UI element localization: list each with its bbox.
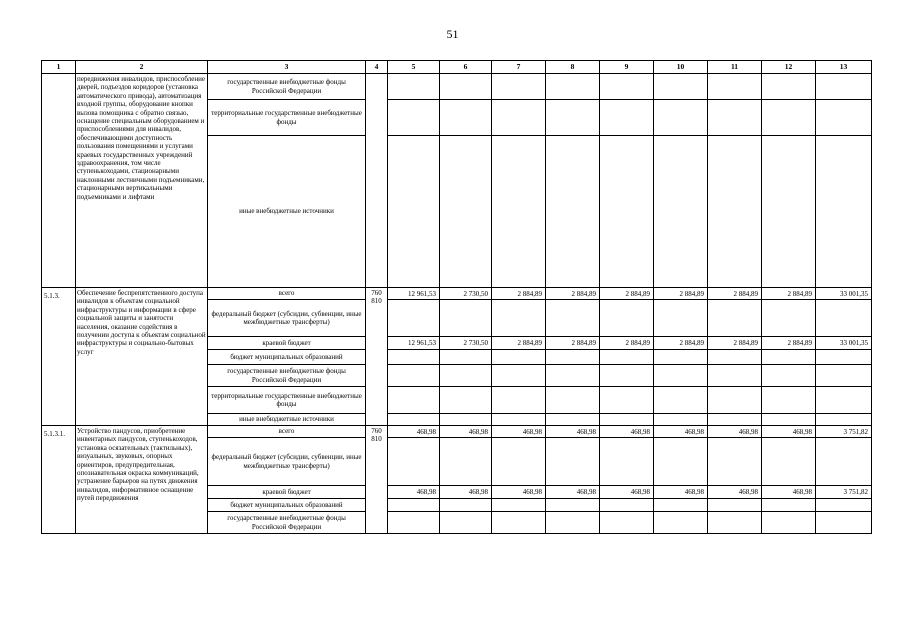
value-cell	[492, 414, 546, 426]
value-cell	[492, 136, 546, 288]
value-cell	[708, 74, 762, 100]
value-cell: 2 884,89	[762, 337, 816, 350]
budget-code	[366, 74, 388, 288]
table-row	[42, 426, 872, 438]
budget-table	[41, 60, 872, 534]
value-cell	[762, 387, 816, 414]
value-cell	[388, 414, 440, 426]
value-cell	[546, 512, 600, 534]
value-cell	[654, 387, 708, 414]
value-cell	[708, 438, 762, 486]
value-cell	[708, 387, 762, 414]
section-index: 5.1.3.	[42, 288, 76, 426]
value-cell: 12 961,53	[388, 288, 440, 300]
value-cell: 2 884,89	[600, 288, 654, 300]
value-cell	[546, 136, 600, 288]
value-cell	[708, 499, 762, 512]
value-cell	[654, 136, 708, 288]
section-description: Устройство пандусов, приобретение инвентарных пандусов, ступенькоходов, установка осязательных (тактильных), визуальных, звуковых, опорных ориентиров, предупредительная, опознавательная окраска коммуникаций, устранение барьеров на путях движения инвалидов, информативное оснащение путей передвижения	[76, 426, 208, 534]
value-cell	[492, 74, 546, 100]
funding-source: федеральный бюджет (субсидии, субвенции, иные межбюджетные трансферты)	[208, 438, 366, 486]
header-row	[42, 61, 872, 74]
funding-source: иные внебюджетные источники	[208, 136, 366, 288]
funding-source: государственные внебюджетные фонды Российской Федерации	[208, 74, 366, 100]
value-cell	[816, 136, 872, 288]
value-cell: 468,98	[546, 426, 600, 438]
value-cell	[762, 512, 816, 534]
value-cell	[762, 350, 816, 365]
value-cell	[708, 512, 762, 534]
value-cell	[440, 512, 492, 534]
value-cell	[440, 74, 492, 100]
value-cell	[816, 387, 872, 414]
funding-source: краевой бюджет	[208, 486, 366, 499]
value-cell: 33 001,35	[816, 337, 872, 350]
value-cell	[492, 365, 546, 387]
value-cell	[762, 100, 816, 136]
header-cell: 1	[42, 61, 76, 74]
value-cell	[708, 350, 762, 365]
funding-source: государственные внебюджетные фонды Российской Федерации	[208, 365, 366, 387]
value-cell	[654, 350, 708, 365]
value-cell	[762, 414, 816, 426]
funding-source: государственные внебюджетные фонды Российской Федерации	[208, 512, 366, 534]
header-cell: 10	[654, 61, 708, 74]
value-cell	[600, 100, 654, 136]
value-cell	[600, 387, 654, 414]
value-cell	[654, 74, 708, 100]
value-cell	[388, 512, 440, 534]
header-cell: 5	[388, 61, 440, 74]
value-cell	[388, 387, 440, 414]
value-cell	[388, 350, 440, 365]
header-cell: 12	[762, 61, 816, 74]
value-cell	[440, 387, 492, 414]
header-cell: 9	[600, 61, 654, 74]
value-cell	[708, 365, 762, 387]
value-cell	[708, 136, 762, 288]
value-cell: 468,98	[600, 426, 654, 438]
value-cell	[440, 350, 492, 365]
value-cell: 468,98	[654, 426, 708, 438]
value-cell: 468,98	[708, 426, 762, 438]
value-cell	[600, 300, 654, 337]
value-cell	[600, 365, 654, 387]
value-cell	[654, 414, 708, 426]
section-index	[42, 74, 76, 288]
value-cell	[440, 499, 492, 512]
value-cell	[388, 300, 440, 337]
value-cell: 3 751,82	[816, 486, 872, 499]
value-cell	[654, 438, 708, 486]
value-cell	[816, 512, 872, 534]
value-cell	[600, 512, 654, 534]
value-cell	[816, 74, 872, 100]
value-cell: 2 884,89	[492, 288, 546, 300]
value-cell	[600, 438, 654, 486]
value-cell	[546, 365, 600, 387]
section-description: передвижения инвалидов, приспособление дверей, подъездов коридоров (установка автоматического привода), автоматизация входной группы, оборудование кнопки вызова помощника с обратно связью, оснащение специальным оборудованием и приспособлениями для инвалидов, обеспечивающими доступность пользования помещениями и услугами краевых государственных учреждений здравоохранения, том числе ступенькоходами, стационарными наклонными лестничными подъемниками, стационарными вертикальными подъемниками и лифтами	[76, 74, 208, 288]
value-cell	[440, 365, 492, 387]
value-cell: 468,98	[654, 486, 708, 499]
value-cell	[492, 300, 546, 337]
value-cell: 2 884,89	[708, 337, 762, 350]
value-cell	[440, 414, 492, 426]
value-cell	[654, 512, 708, 534]
header-cell: 13	[816, 61, 872, 74]
value-cell: 33 001,35	[816, 288, 872, 300]
value-cell: 468,98	[600, 486, 654, 499]
value-cell	[388, 136, 440, 288]
value-cell: 468,98	[388, 426, 440, 438]
value-cell: 2 884,89	[708, 288, 762, 300]
value-cell	[492, 100, 546, 136]
funding-source: всего	[208, 288, 366, 300]
value-cell	[816, 100, 872, 136]
header-cell: 7	[492, 61, 546, 74]
value-cell	[708, 414, 762, 426]
value-cell	[492, 387, 546, 414]
value-cell	[816, 300, 872, 337]
value-cell	[546, 300, 600, 337]
header-cell: 3	[208, 61, 366, 74]
value-cell	[546, 350, 600, 365]
funding-source: территориальные государственные внебюджетные фонды	[208, 387, 366, 414]
value-cell	[492, 499, 546, 512]
header-cell: 8	[546, 61, 600, 74]
value-cell	[762, 300, 816, 337]
value-cell	[762, 499, 816, 512]
value-cell: 2 884,89	[600, 337, 654, 350]
value-cell	[388, 74, 440, 100]
value-cell	[440, 438, 492, 486]
section-description: Обеспечение беспрепятственного доступа инвалидов к объектам социальной инфраструктуры и информации в сфере социальной защиты и занятости населения, оказание содействия в получении доступа к объектам социальной инфраструктуры и социально-бытовых услуг	[76, 288, 208, 426]
section-index: 5.1.3.1.	[42, 426, 76, 534]
value-cell: 468,98	[440, 426, 492, 438]
value-cell	[816, 438, 872, 486]
value-cell: 2 884,89	[546, 288, 600, 300]
value-cell	[388, 438, 440, 486]
funding-source: бюджет муниципальных образований	[208, 499, 366, 512]
budget-code: 760 810	[366, 426, 388, 534]
value-cell	[762, 438, 816, 486]
header-cell: 11	[708, 61, 762, 74]
value-cell	[440, 136, 492, 288]
value-cell: 2 730,50	[440, 288, 492, 300]
value-cell	[492, 512, 546, 534]
value-cell	[440, 300, 492, 337]
value-cell	[654, 365, 708, 387]
value-cell: 468,98	[762, 426, 816, 438]
value-cell: 468,98	[388, 486, 440, 499]
value-cell	[762, 136, 816, 288]
header-cell: 6	[440, 61, 492, 74]
value-cell	[708, 300, 762, 337]
value-cell	[600, 414, 654, 426]
value-cell	[388, 499, 440, 512]
funding-source: федеральный бюджет (субсидии, субвенции, иные межбюджетные трансферты)	[208, 300, 366, 337]
value-cell	[816, 414, 872, 426]
value-cell	[708, 100, 762, 136]
header-cell: 4	[366, 61, 388, 74]
value-cell: 468,98	[492, 486, 546, 499]
value-cell: 468,98	[708, 486, 762, 499]
value-cell: 468,98	[440, 486, 492, 499]
value-cell	[440, 100, 492, 136]
value-cell: 2 884,89	[546, 337, 600, 350]
funding-source: всего	[208, 426, 366, 438]
funding-source: краевой бюджет	[208, 337, 366, 350]
value-cell	[546, 100, 600, 136]
value-cell	[492, 438, 546, 486]
value-cell	[654, 300, 708, 337]
value-cell	[762, 365, 816, 387]
value-cell: 468,98	[546, 486, 600, 499]
value-cell	[600, 74, 654, 100]
value-cell: 468,98	[492, 426, 546, 438]
value-cell	[600, 350, 654, 365]
value-cell	[816, 365, 872, 387]
funding-source: территориальные государственные внебюджетные фонды	[208, 100, 366, 136]
value-cell: 2 884,89	[654, 337, 708, 350]
funding-source: иные внебюджетные источники	[208, 414, 366, 426]
value-cell	[546, 387, 600, 414]
funding-source: бюджет муниципальных образований	[208, 350, 366, 365]
value-cell	[388, 365, 440, 387]
value-cell	[546, 74, 600, 100]
value-cell	[654, 100, 708, 136]
table-row	[42, 74, 872, 100]
value-cell	[600, 499, 654, 512]
value-cell	[492, 350, 546, 365]
value-cell	[388, 100, 440, 136]
value-cell	[546, 499, 600, 512]
value-cell	[816, 499, 872, 512]
value-cell	[654, 499, 708, 512]
value-cell: 2 884,89	[762, 288, 816, 300]
value-cell	[546, 438, 600, 486]
value-cell	[546, 414, 600, 426]
value-cell	[816, 350, 872, 365]
value-cell: 12 961,53	[388, 337, 440, 350]
value-cell: 2 884,89	[492, 337, 546, 350]
value-cell: 2 884,89	[654, 288, 708, 300]
value-cell: 3 751,82	[816, 426, 872, 438]
value-cell	[762, 74, 816, 100]
table-row	[42, 288, 872, 300]
value-cell: 2 730,50	[440, 337, 492, 350]
value-cell: 468,98	[762, 486, 816, 499]
header-cell: 2	[76, 61, 208, 74]
page-number: 51	[446, 27, 459, 41]
value-cell	[600, 136, 654, 288]
budget-code: 760 810	[366, 288, 388, 426]
